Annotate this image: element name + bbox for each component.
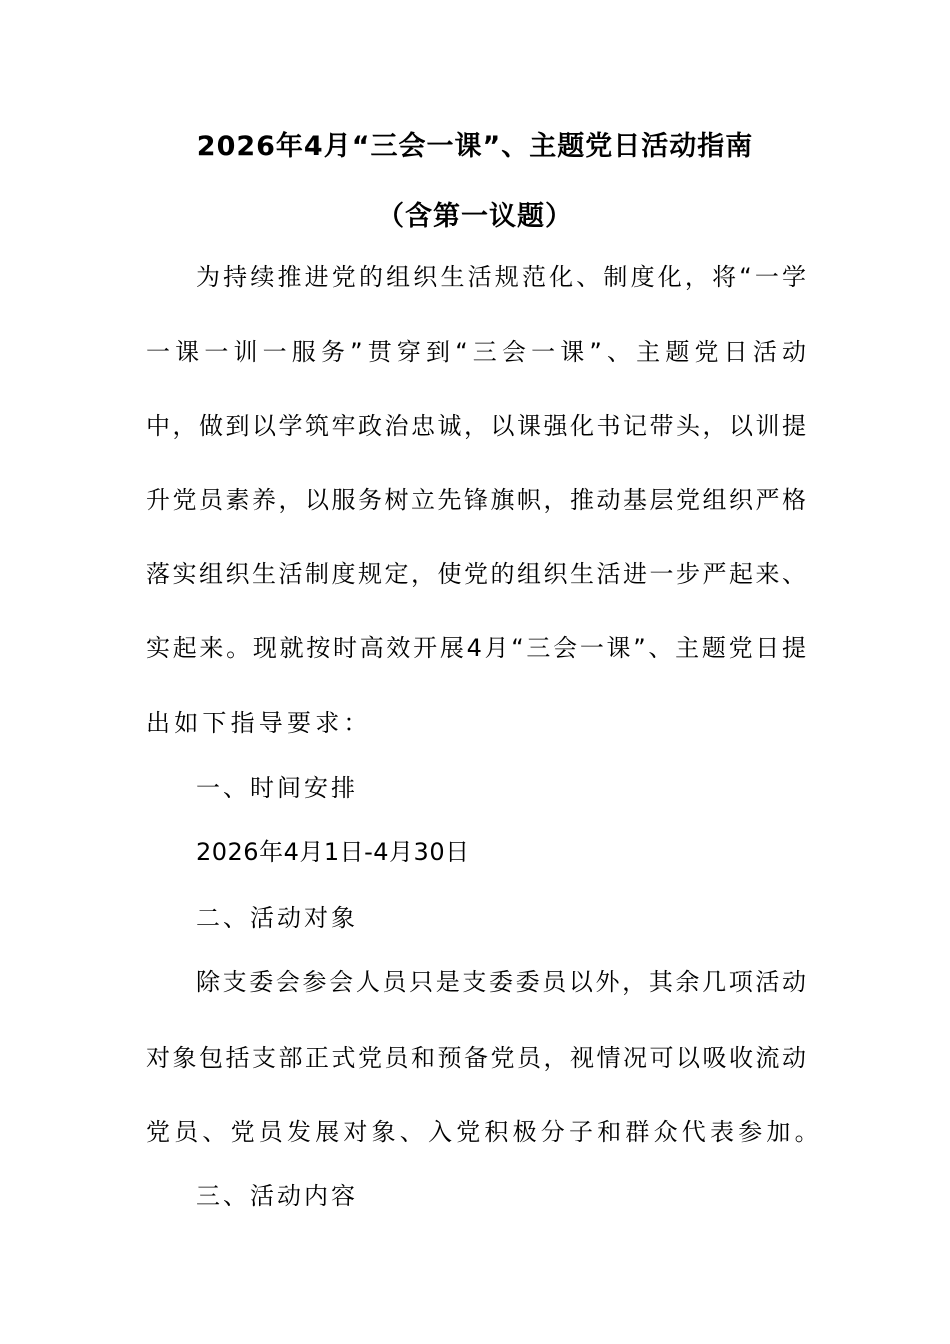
participants-line-3: 党员、党员发展对象、入党积极分子和群众代表参加。 [146, 1118, 823, 1146]
intro-line-5: 落实组织生活制度规定，使党的组织生活进一步严起来、 [146, 560, 806, 588]
intro-line-7: 出如下指导要求： [146, 709, 372, 737]
document-subtitle: （含第一议题） [377, 201, 573, 232]
intro-line-4: 升党员素养，以服务树立先锋旗帜，推动基层党组织严格 [146, 486, 806, 514]
section-heading-content: 三、活动内容 [196, 1182, 358, 1210]
participants-line-1: 除支委会参会人员只是支委委员以外，其余几项活动 [196, 968, 806, 996]
section-heading-participants: 二、活动对象 [196, 904, 358, 932]
section-body-date-range: 2026年4月1日-4月30日 [196, 838, 470, 866]
intro-line-2: 一课一训一服务”贯穿到“三会一课”、主题党日活动 [146, 338, 806, 366]
document-title: 2026年4月“三会一课”、主题党日活动指南 [196, 131, 754, 162]
intro-line-1: 为持续推进党的组织生活规范化、制度化，将“一学 [196, 263, 806, 291]
participants-line-2: 对象包括支部正式党员和预备党员，视情况可以吸收流动 [146, 1044, 806, 1072]
section-heading-time: 一、时间安排 [196, 774, 358, 802]
intro-line-3: 中，做到以学筑牢政治忠诚，以课强化书记带头，以训提 [146, 412, 806, 440]
intro-line-6: 实起来。现就按时高效开展4月“三会一课”、主题党日提 [146, 634, 806, 662]
